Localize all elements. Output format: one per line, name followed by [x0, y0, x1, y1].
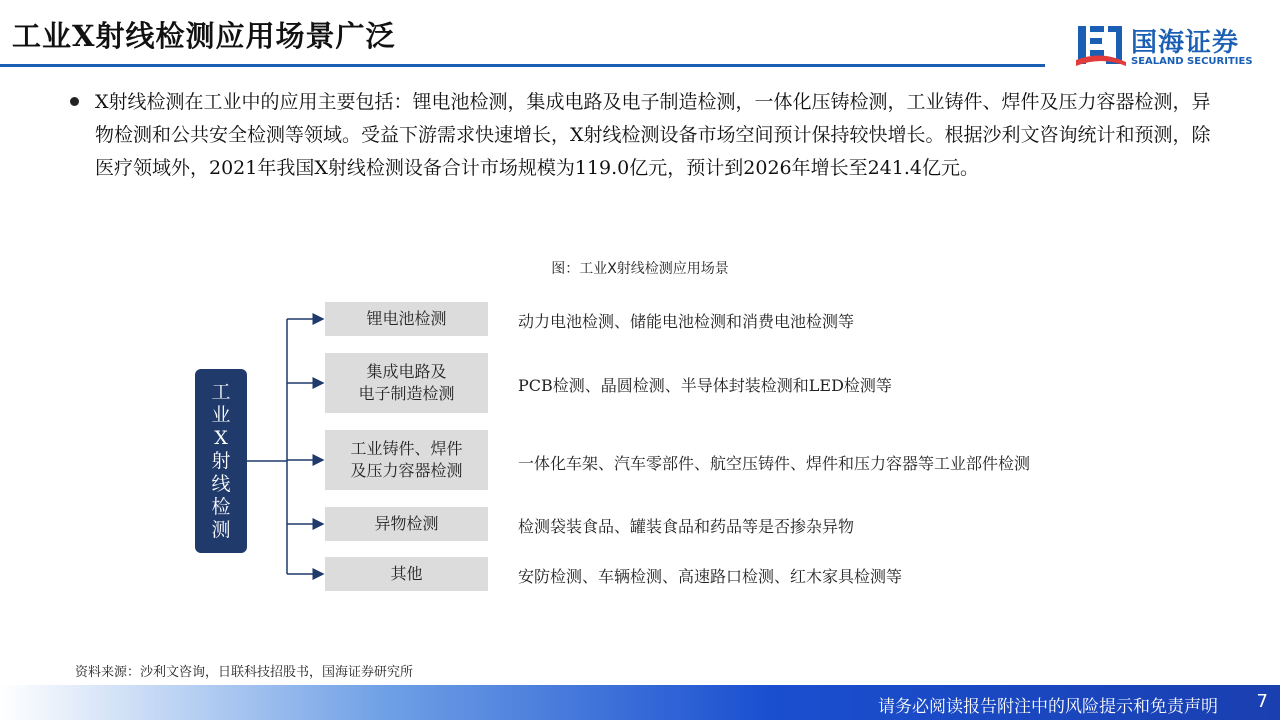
category-box-other [325, 557, 488, 591]
category-box-castings [325, 430, 488, 490]
category-desc-castings: 一体化车架、汽车零部件、航空压铸件、焊件和压力容器等工业部件检测 [518, 454, 1031, 473]
logo-name: 国海证券 [1131, 28, 1240, 58]
category-desc-foreign: 检测袋装食品、罐装食品和药品等是否掺杂异物 [518, 517, 855, 536]
footer-bar [0, 685, 1280, 720]
category-box-foreign [325, 507, 488, 541]
category-box-lithium [325, 302, 488, 336]
category-label: 工业铸件、焊件 及压力容器检测 [350, 439, 463, 480]
category-label: 集成电路及 电子制造检测 [358, 362, 455, 403]
bullet-paragraph: X射线检测在工业中的应用主要包括：锂电池检测，集成电路及电子制造检测，一体化压铸检测，工业铸件、焊件及压力容器检测，异物检测和公共安全检测等领域。受益下游需求快速增长，X射线检测设备市场空间预计保持较快增长。根据沙利文咨询统计和预测，除医疗领域外，2021年我国X射线检测设备合计市场规模为119.0亿元，预计到2026年增长至241.4亿元。 [95, 91, 1211, 179]
root-node-label: 工业X射线检测 [211, 380, 231, 541]
disclaimer-text: 请务必阅读报告附注中的风险提示和免责声明 [878, 697, 1218, 717]
category-desc-ic: PCB检测、晶圆检测、半导体封装检测和LED检测等 [518, 376, 892, 395]
category-desc-other: 安防检测、车辆检测、高速路口检测、红木家具检测等 [518, 567, 903, 586]
category-box-ic [325, 353, 488, 413]
figure-caption: 图：工业X射线检测应用场景 [551, 261, 729, 277]
category-desc-lithium: 动力电池检测、储能电池检测和消费电池检测等 [518, 312, 855, 331]
logo-english-name: SEALAND SECURITIES [1131, 56, 1253, 67]
page-title: 工业X射线检测应用场景广泛 [12, 19, 396, 53]
category-label: 异物检测 [374, 514, 439, 533]
page-number: 7 [1256, 691, 1268, 712]
category-label: 锂电池检测 [366, 309, 447, 328]
root-node [195, 369, 247, 553]
source-note: 资料来源：沙利文咨询，日联科技招股书，国海证券研究所 [75, 665, 414, 680]
category-label: 其他 [390, 564, 423, 583]
